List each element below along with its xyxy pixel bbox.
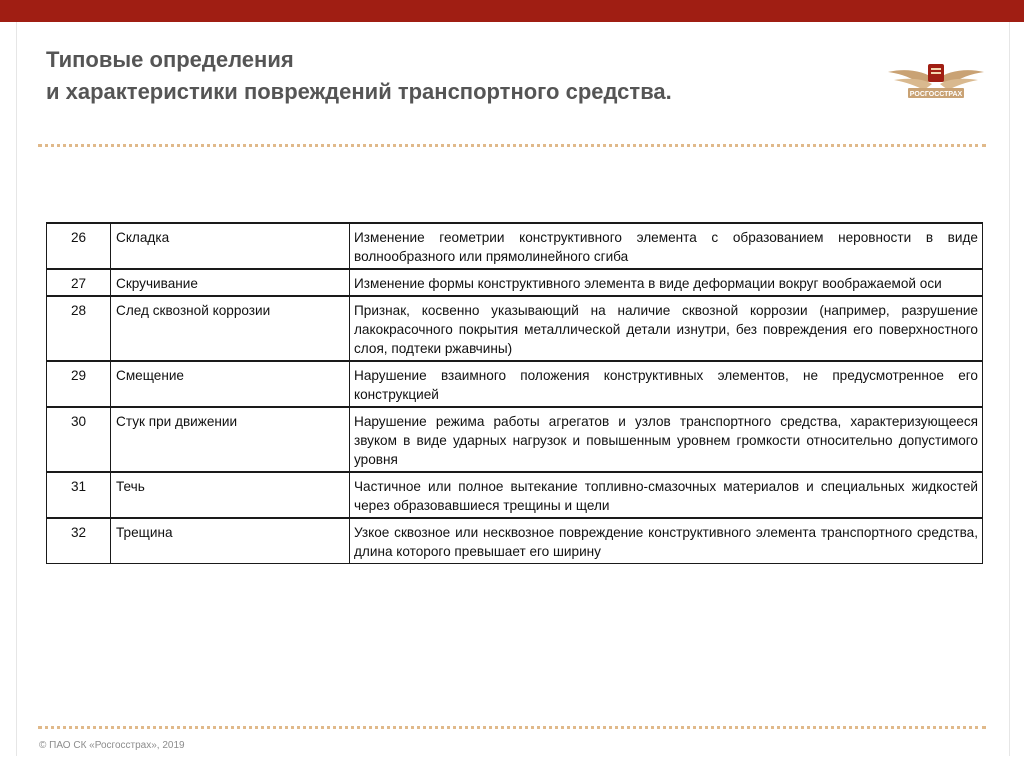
row-description: Нарушение взаимного положения конструктивных элементов, не предусмотренное его конструкцией [350, 361, 983, 407]
table-row [47, 407, 983, 472]
row-number: 26 [47, 223, 111, 269]
rosgosstrakh-logo [886, 60, 986, 106]
row-term: Трещина [111, 518, 350, 564]
row-number: 28 [47, 296, 111, 361]
row-number: 27 [47, 269, 111, 296]
table-row [47, 269, 983, 296]
page-title [46, 44, 866, 108]
row-description: Узкое сквозное или несквозное повреждение конструктивного элемента транспортного средства, длина которого превышает его ширину [350, 518, 983, 564]
row-number: 32 [47, 518, 111, 564]
dotted-divider-top [38, 144, 986, 147]
row-term: След сквозной коррозии [111, 296, 350, 361]
top-accent-bar [0, 0, 1024, 22]
title-line-1: Типовые определения [46, 47, 294, 72]
copyright-footer: © ПАО СК «Росгосстрах», 2019 [39, 740, 185, 751]
row-term: Скручивание [111, 269, 350, 296]
table-row [47, 223, 983, 269]
row-term: Течь [111, 472, 350, 518]
row-description: Нарушение режима работы агрегатов и узлов транспортного средства, характеризующееся звуком в виде ударных нагрузок и повышенным уровнем громкости относительно допустимого уровня [350, 407, 983, 472]
table-row [47, 361, 983, 407]
row-term: Стук при движении [111, 407, 350, 472]
title-line-2: и характеристики повреждений транспортного средства. [46, 79, 672, 104]
row-term: Смещение [111, 361, 350, 407]
definitions-table [46, 222, 983, 564]
row-description: Изменение геометрии конструктивного элемента с образованием неровности в виде волнообразного или прямолинейного сгиба [350, 223, 983, 269]
table-row [47, 472, 983, 518]
table-row [47, 518, 983, 564]
row-number: 31 [47, 472, 111, 518]
row-number: 30 [47, 407, 111, 472]
row-number: 29 [47, 361, 111, 407]
row-description: Признак, косвенно указывающий на наличие сквозной коррозии (например, разрушение лакокрасочного покрытия металлической детали изнутри, без повреждения его поверхностного слоя, подтеки ржавчины) [350, 296, 983, 361]
row-term: Складка [111, 223, 350, 269]
row-description: Частичное или полное вытекание топливно-смазочных материалов и специальных жидкостей через образовавшиеся трещины и щели [350, 472, 983, 518]
row-description: Изменение формы конструктивного элемента в виде деформации вокруг воображаемой оси [350, 269, 983, 296]
logo-text: РОСГОССТРАХ [909, 91, 963, 98]
dotted-divider-bottom [38, 726, 986, 729]
table-row [47, 296, 983, 361]
